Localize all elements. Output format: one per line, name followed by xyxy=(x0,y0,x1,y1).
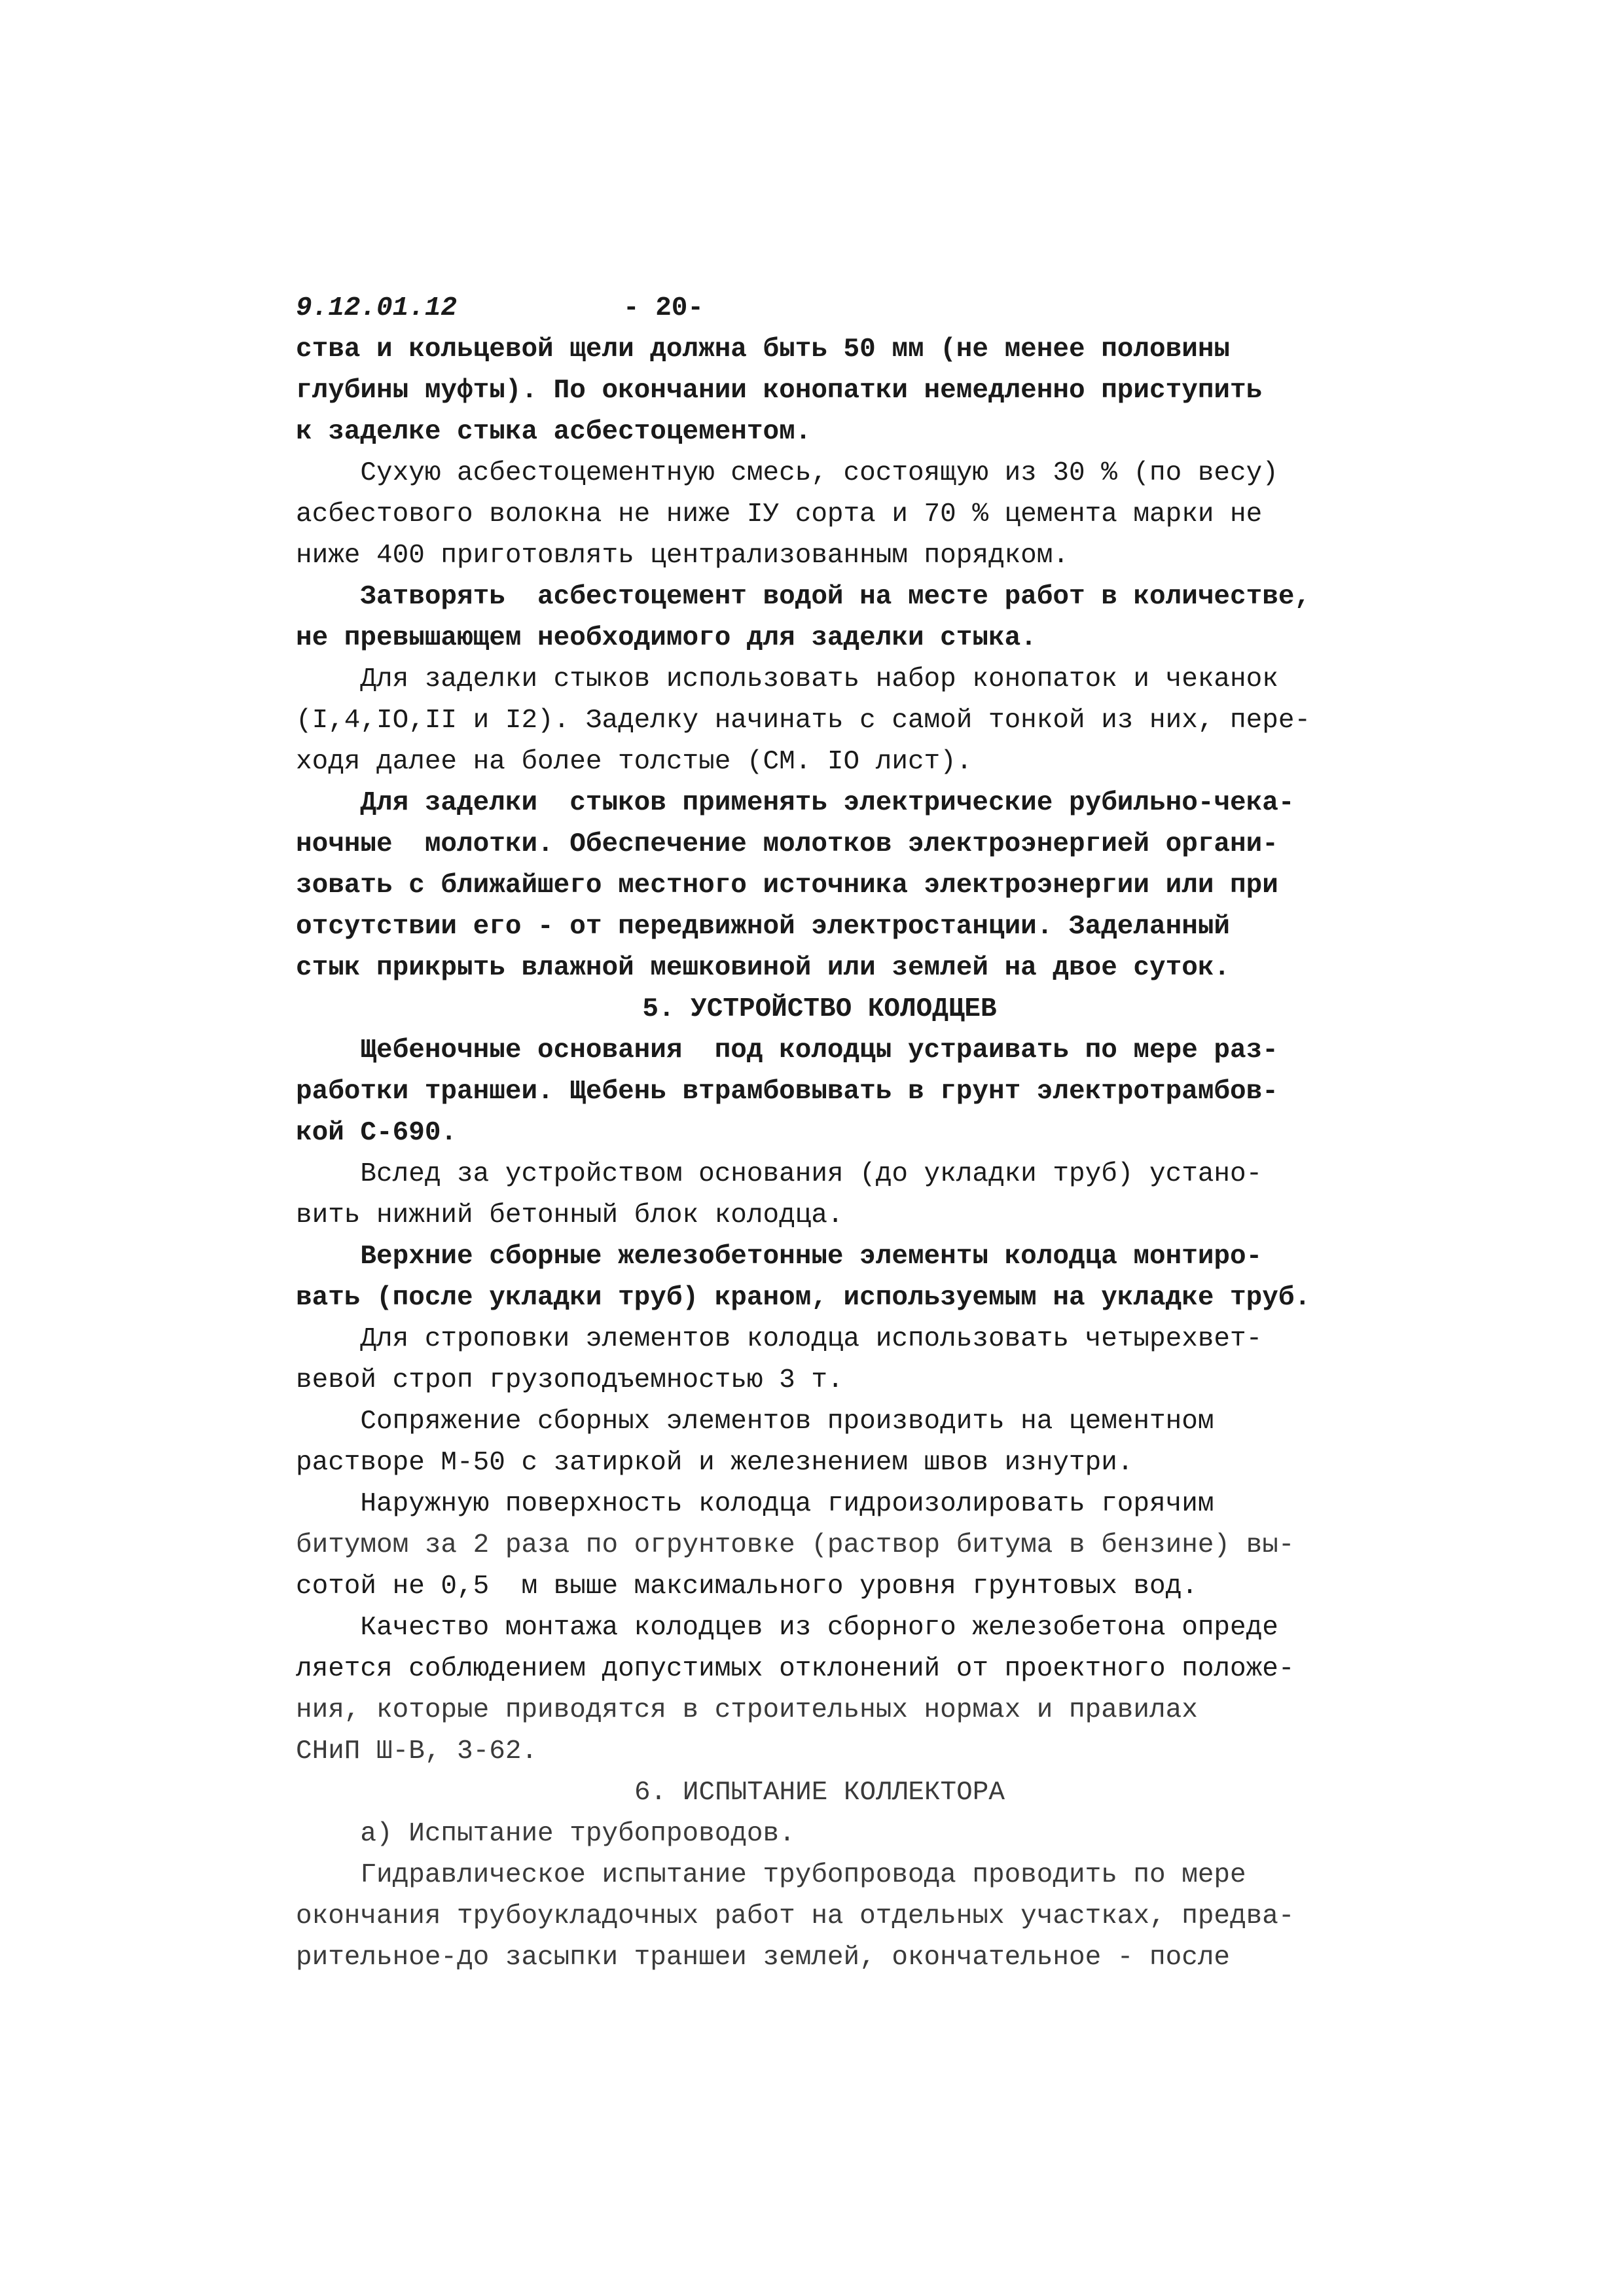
text-line: Вслед за устройством основания (до укладки труб) устано- xyxy=(296,1159,1263,1189)
text-line: отсутствии его - от передвижной электростанции. Заделанный xyxy=(296,912,1231,942)
document-body xyxy=(296,329,1343,1979)
text-line: Наружную поверхность колодца гидроизолировать горячим xyxy=(296,1489,1214,1519)
text-line: кой С-690. xyxy=(296,1118,458,1148)
text-line: СНиП Ш-В, 3-62. xyxy=(296,1736,538,1767)
text-line: Качество монтажа колодцев из сборного железобетона опреде xyxy=(296,1613,1278,1643)
text-line: рительное-до засыпки траншеи землей, окончательное - после xyxy=(296,1943,1231,1973)
text-line: Щебеночные основания под колодцы устраивать по мере раз- xyxy=(296,1035,1278,1066)
text-line: битумом за 2 раза по огрунтовке (раствор битума в бензине) вы- xyxy=(296,1530,1295,1560)
text-line: Для заделки стыков использовать набор конопаток и чеканок xyxy=(296,664,1278,694)
section-heading-wells: 5. УСТРОЙСТВО КОЛОДЦЕВ xyxy=(642,994,997,1024)
text-line: к заделке стыка асбестоцементом. xyxy=(296,417,812,447)
text-line: вить нижний бетонный блок колодца. xyxy=(296,1200,844,1230)
page-number: - 20- xyxy=(623,293,704,323)
text-line: Гидравлическое испытание трубопровода проводить по мере xyxy=(296,1860,1246,1890)
text-line: ляется соблюдением допустимых отклонений от проектного положе- xyxy=(296,1654,1295,1684)
text-line: Сухую асбестоцементную смесь, состоящую из 30 % (по весу) xyxy=(296,458,1278,488)
text-line: стык прикрыть влажной мешковиной или землей на двое суток. xyxy=(296,953,1231,983)
text-line: работки траншеи. Щебень втрамбовывать в грунт электротрамбов- xyxy=(296,1077,1278,1107)
text-line: ства и кольцевой щели должна быть 50 мм (не менее половины xyxy=(296,334,1231,365)
page-header xyxy=(296,288,1343,329)
text-line: Верхние сборные железобетонные элементы колодца монтиро- xyxy=(296,1242,1263,1272)
text-line: вевой строп грузоподъемностью 3 т. xyxy=(296,1365,844,1395)
text-line: вать (после укладки труб) краном, используемым на укладке труб. xyxy=(296,1283,1311,1313)
text-line: Сопряжение сборных элементов производить на цементном xyxy=(296,1407,1214,1437)
text-line: Для заделки стыков применять электрические рубильно-чека- xyxy=(296,788,1295,818)
text-line: ходя далее на более толстые (СМ. IO лист). xyxy=(296,747,973,777)
text-line: Для строповки элементов колодца использовать четырехвет- xyxy=(296,1324,1263,1354)
text-line: зовать с ближайшего местного источника электроэнергии или при xyxy=(296,870,1278,901)
text-line: Затворять асбестоцемент водой на месте работ в количестве, xyxy=(296,582,1311,612)
text-line: глубины муфты). По окончании конопатки немедленно приступить xyxy=(296,376,1263,406)
text-line: а) Испытание трубопроводов. xyxy=(296,1819,795,1849)
text-line: ночные молотки. Обеспечение молотков электроэнергией органи- xyxy=(296,829,1278,859)
text-line: окончания трубоукладочных работ на отдельных участках, предва- xyxy=(296,1901,1295,1931)
text-line: ниже 400 приготовлять централизованным порядком. xyxy=(296,541,1069,571)
text-line: растворе М-50 с затиркой и железнением швов изнутри. xyxy=(296,1448,1134,1478)
section-heading-testing: 6. ИСПЫТАНИЕ КОЛЛЕКТОРА xyxy=(634,1778,1005,1808)
text-line: (I,4,IO,II и I2). Заделку начинать с самой тонкой из них, пере- xyxy=(296,706,1311,736)
text-line: не превышающем необходимого для заделки стыка. xyxy=(296,623,1037,653)
text-line: ния, которые приводятся в строительных нормах и правилах xyxy=(296,1695,1198,1725)
text-line: сотой не 0,5 м выше максимального уровня грунтовых вод. xyxy=(296,1571,1198,1602)
text-line: асбестового волокна не ниже IУ сорта и 70 % цемента марки не xyxy=(296,499,1263,529)
document-code: 9.12.01.12 xyxy=(296,293,458,323)
